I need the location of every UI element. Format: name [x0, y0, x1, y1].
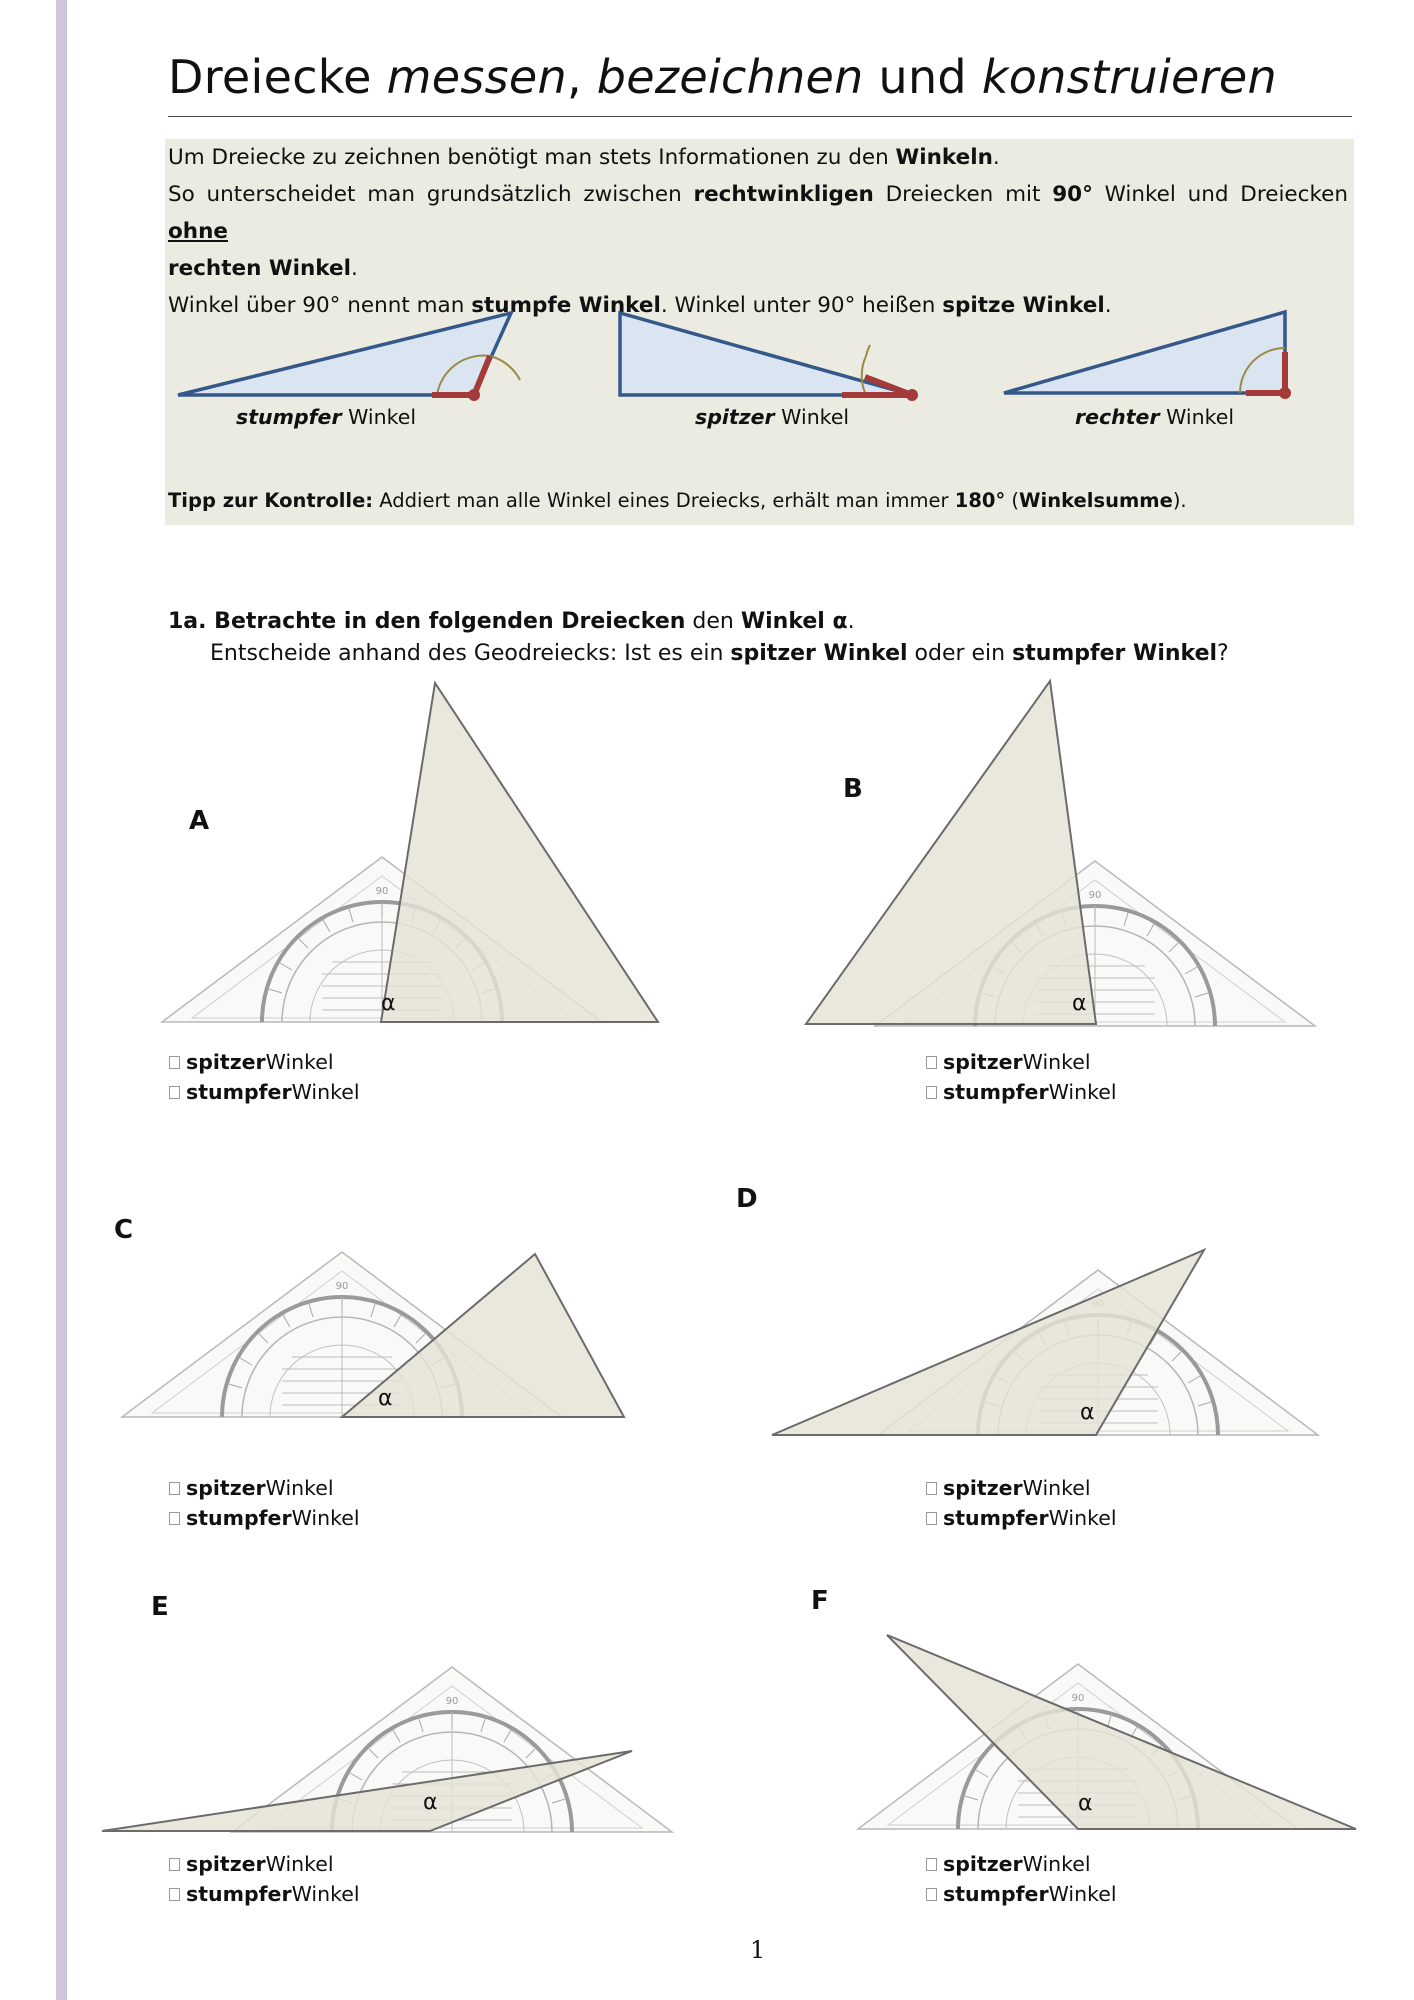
checkbox[interactable]	[169, 1512, 180, 1525]
example-acute-triangle	[620, 313, 918, 401]
exercise-c-alpha: α	[378, 1386, 393, 1411]
checkbox[interactable]	[926, 1482, 937, 1495]
checkbox[interactable]	[926, 1086, 937, 1099]
exercise-f-options	[926, 1849, 1117, 1909]
example-right-triangle	[1004, 312, 1291, 399]
option-spitzer[interactable]: spitzer Winkel	[926, 1473, 1117, 1503]
exercise-b-alpha: α	[1072, 991, 1087, 1016]
exercise-e-options	[169, 1849, 360, 1909]
option-spitzer[interactable]: spitzer Winkel	[926, 1047, 1117, 1077]
exercise-d-figure	[772, 1250, 1318, 1435]
exercise-c-letter: C	[114, 1215, 134, 1245]
info-line-3: rechten Winkel.	[168, 256, 358, 281]
example-label-obtuse: stumpfer Winkel	[236, 405, 417, 429]
exercise-f-figure	[858, 1635, 1356, 1829]
exercise-d-alpha: α	[1080, 1400, 1095, 1425]
info-line-2: So unterscheidet man grundsätzlich zwischen rechtwinkligen Dreiecken mit 90° Winkel und Dreiecken ohne	[168, 182, 1349, 244]
exercise-e-letter: E	[151, 1592, 169, 1622]
checkbox[interactable]	[926, 1858, 937, 1871]
checkbox[interactable]	[169, 1482, 180, 1495]
exercise-f-alpha: α	[1078, 1791, 1093, 1816]
exercise-d-letter: D	[736, 1184, 758, 1214]
option-stumpfer[interactable]: stumpfer Winkel	[926, 1503, 1117, 1533]
task-1a	[168, 606, 1229, 670]
checkbox[interactable]	[926, 1512, 937, 1525]
exercise-c-figure	[122, 1252, 624, 1417]
option-stumpfer[interactable]: stumpfer Winkel	[169, 1077, 360, 1107]
checkbox[interactable]	[169, 1086, 180, 1099]
example-label-acute: spitzer Winkel	[695, 405, 850, 429]
option-spitzer[interactable]: spitzer Winkel	[169, 1047, 360, 1077]
checkbox[interactable]	[926, 1888, 937, 1901]
option-stumpfer[interactable]: stumpfer Winkel	[926, 1077, 1117, 1107]
exercise-a-figure	[162, 683, 658, 1022]
info-line-4: Winkel über 90° nennt man stumpfe Winkel. Winkel unter 90° heißen spitze Winkel.	[168, 293, 1112, 318]
exercise-b-options	[926, 1047, 1117, 1107]
checkbox[interactable]	[926, 1056, 937, 1069]
exercise-b-letter: B	[843, 774, 863, 804]
exercise-f-letter: F	[811, 1586, 829, 1616]
page-number: 1	[750, 1936, 766, 1964]
exercise-d-options	[926, 1473, 1117, 1533]
exercise-e-alpha: α	[423, 1790, 438, 1815]
example-label-right: rechter Winkel	[1075, 405, 1235, 429]
option-spitzer[interactable]: spitzer Winkel	[926, 1849, 1117, 1879]
exercise-b-figure	[806, 681, 1315, 1026]
exercise-e-figure	[102, 1667, 672, 1832]
page-title: Dreiecke messen, bezeichnen und konstruieren	[168, 50, 1277, 104]
checkbox[interactable]	[169, 1056, 180, 1069]
example-obtuse-triangle	[178, 313, 520, 401]
option-stumpfer[interactable]: stumpfer Winkel	[926, 1879, 1117, 1909]
tipp-text: Tipp zur Kontrolle: Addiert man alle Winkel eines Dreiecks, erhält man immer 180° (Winkelsumme).	[168, 489, 1187, 512]
option-stumpfer[interactable]: stumpfer Winkel	[169, 1879, 360, 1909]
checkbox[interactable]	[169, 1888, 180, 1901]
exercise-a-letter: A	[189, 806, 210, 836]
task-1a-line-2: Entscheide anhand des Geodreiecks: Ist es ein spitzer Winkel oder ein stumpfer Winkel?	[210, 641, 1229, 666]
option-stumpfer[interactable]: stumpfer Winkel	[169, 1503, 360, 1533]
exercise-a-alpha: α	[381, 991, 396, 1016]
exercise-c-options	[169, 1473, 360, 1533]
option-spitzer[interactable]: spitzer Winkel	[169, 1849, 360, 1879]
checkbox[interactable]	[169, 1858, 180, 1871]
task-1a-line-1: 1a. Betrachte in den folgenden Dreiecken den Winkel α.	[168, 609, 855, 634]
info-line-1: Um Dreiecke zu zeichnen benötigt man stets Informationen zu den Winkeln.	[168, 145, 1000, 170]
option-spitzer[interactable]: spitzer Winkel	[169, 1473, 360, 1503]
exercise-a-options	[169, 1047, 360, 1107]
